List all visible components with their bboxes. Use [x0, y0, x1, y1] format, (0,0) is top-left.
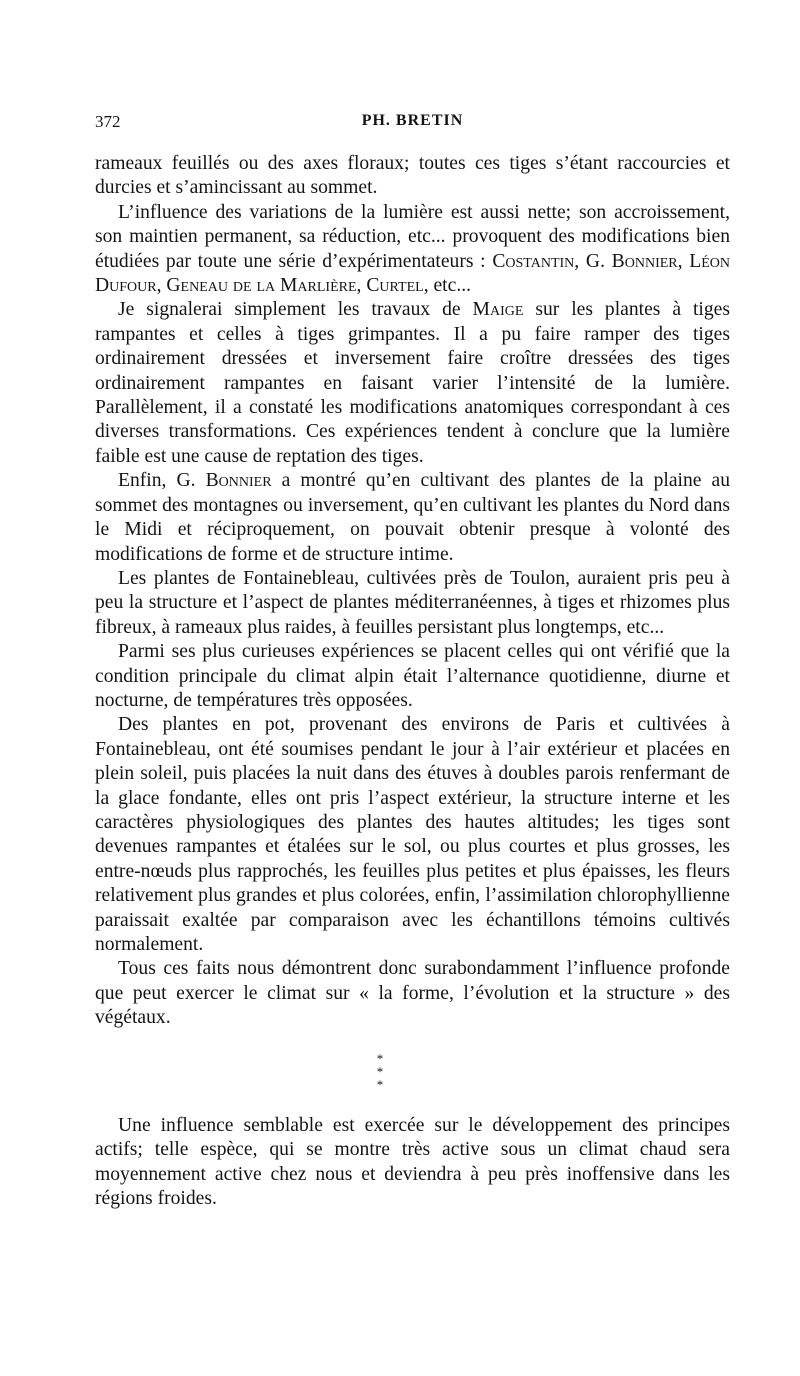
text-run: ,	[574, 250, 586, 272]
author-name: Costantin	[492, 250, 575, 272]
author-name: Geneau de la Marlière	[166, 275, 357, 297]
text-run: a montré qu’en cultivant des plantes de la plaine au sommet des montagnes ou inversement, qu’en cultivant les plantes du Nord dans le Midi et réciproquement, on pouvait obtenir presque à volonté des modifications de forme et de structure intime.	[95, 470, 730, 565]
text-run: Je signalerai simplement les travaux de	[118, 299, 473, 321]
asterism-bottom: * *	[376, 1064, 390, 1092]
text-run: ,	[156, 275, 167, 297]
text-run: , etc...	[423, 275, 472, 297]
text-run: Enfin, G.	[118, 470, 206, 492]
paragraph-potted-plants: Des plantes en pot, provenant des environs de Paris et cultivées à Fontainebleau, ont été soumises pendant le jour à l’air extérieur et placées en plein soleil, puis placées la nuit dans des étuves à doubles parois renfermant de la glace fondante, elles ont pris l’aspect extérieur, la structure interne et les caractères physiologiques des plantes des hautes altitudes; les tiges sont devenues rampantes et étalées sur le sol, ou plus courtes et plus grosses, les entre-nœuds plus rapprochés, les feuilles plus petites et plus épaisses, les fleurs relativement plus grandes et plus colorées, enfin, l’assimilation chlorophyllienne paraissait exaltée par comparaison avec les échantillons témoins cultivés normalement.	[95, 714, 730, 955]
author-name: Maige	[472, 299, 524, 321]
paragraph-fontainebleau: Les plantes de Fontainebleau, cultivées près de Toulon, auraient pris peu à peu la structure et l’aspect de plantes méditerranéennes, à tiges et rhizomes plus fibreux, à rameaux plus raides, à feuilles persistant plus longtemps, etc...	[95, 567, 730, 638]
paragraph-maige	[95, 298, 730, 469]
body-text	[95, 152, 730, 1031]
author-name: Léon Dufour	[95, 250, 731, 297]
page-header	[95, 112, 730, 138]
page-number: 372	[95, 112, 121, 131]
author-name: G. Bonnier	[585, 250, 678, 272]
paragraph-light-influence	[95, 201, 730, 299]
author-name: Bonnier	[205, 470, 272, 492]
paragraph-conclusion: Tous ces faits nous démontrent donc surabondamment l’influence profonde que peut exercer le climat sur « la forme, l’évolution et la structure » des végétaux.	[95, 958, 730, 1029]
asterism-divider	[360, 1051, 400, 1092]
paragraph-bonnier	[95, 469, 730, 567]
paragraph-active-principles: Une influence semblable est exercée sur le développement des principes actifs; telle espèce, qui se montre très active sous un climat chaud sera moyennement active chez nous et deviendra à peu près inoffensive dans les régions froides.	[95, 1115, 730, 1210]
text-run: L’influence des variations de la lumière est aussi nette; son accroissement, son maintien permanent, sa réduction, etc... provoquent des modifications bien étudiées par toute une série d’expérimentateurs :	[95, 201, 730, 272]
final-section	[95, 1114, 730, 1212]
text-run: sur les plantes à tiges rampantes et celles à tiges grimpantes. Il a pu faire ramper des tiges ordinairement dressées et inversement faire croître dressées des tiges ordinairement rampantes en faisant varier l’intensité de la lumière. Parallèlement, il a constaté les modifications anatomiques correspondant à ces diverses transformations. Ces expériences tendent à conclure que la lumière faible est une cause de reptation des tiges.	[95, 299, 730, 467]
paragraph-experiments: Parmi ses plus curieuses expériences se placent celles qui ont vérifié que la condition principale du climat alpin était l’alternance quotidienne, diurne et nocturne, de températures très opposées.	[95, 641, 730, 711]
text-run: ,	[356, 275, 367, 297]
paragraph-continuation: rameaux feuillés ou des axes floraux; toutes ces tiges s’étant raccourcies et durcies et s’amincissant au sommet.	[95, 153, 730, 199]
running-head: PH. BRETIN	[361, 112, 464, 129]
author-name: Curtel	[366, 275, 424, 297]
asterism-top: *	[376, 1051, 384, 1066]
text-run: ,	[677, 250, 690, 272]
